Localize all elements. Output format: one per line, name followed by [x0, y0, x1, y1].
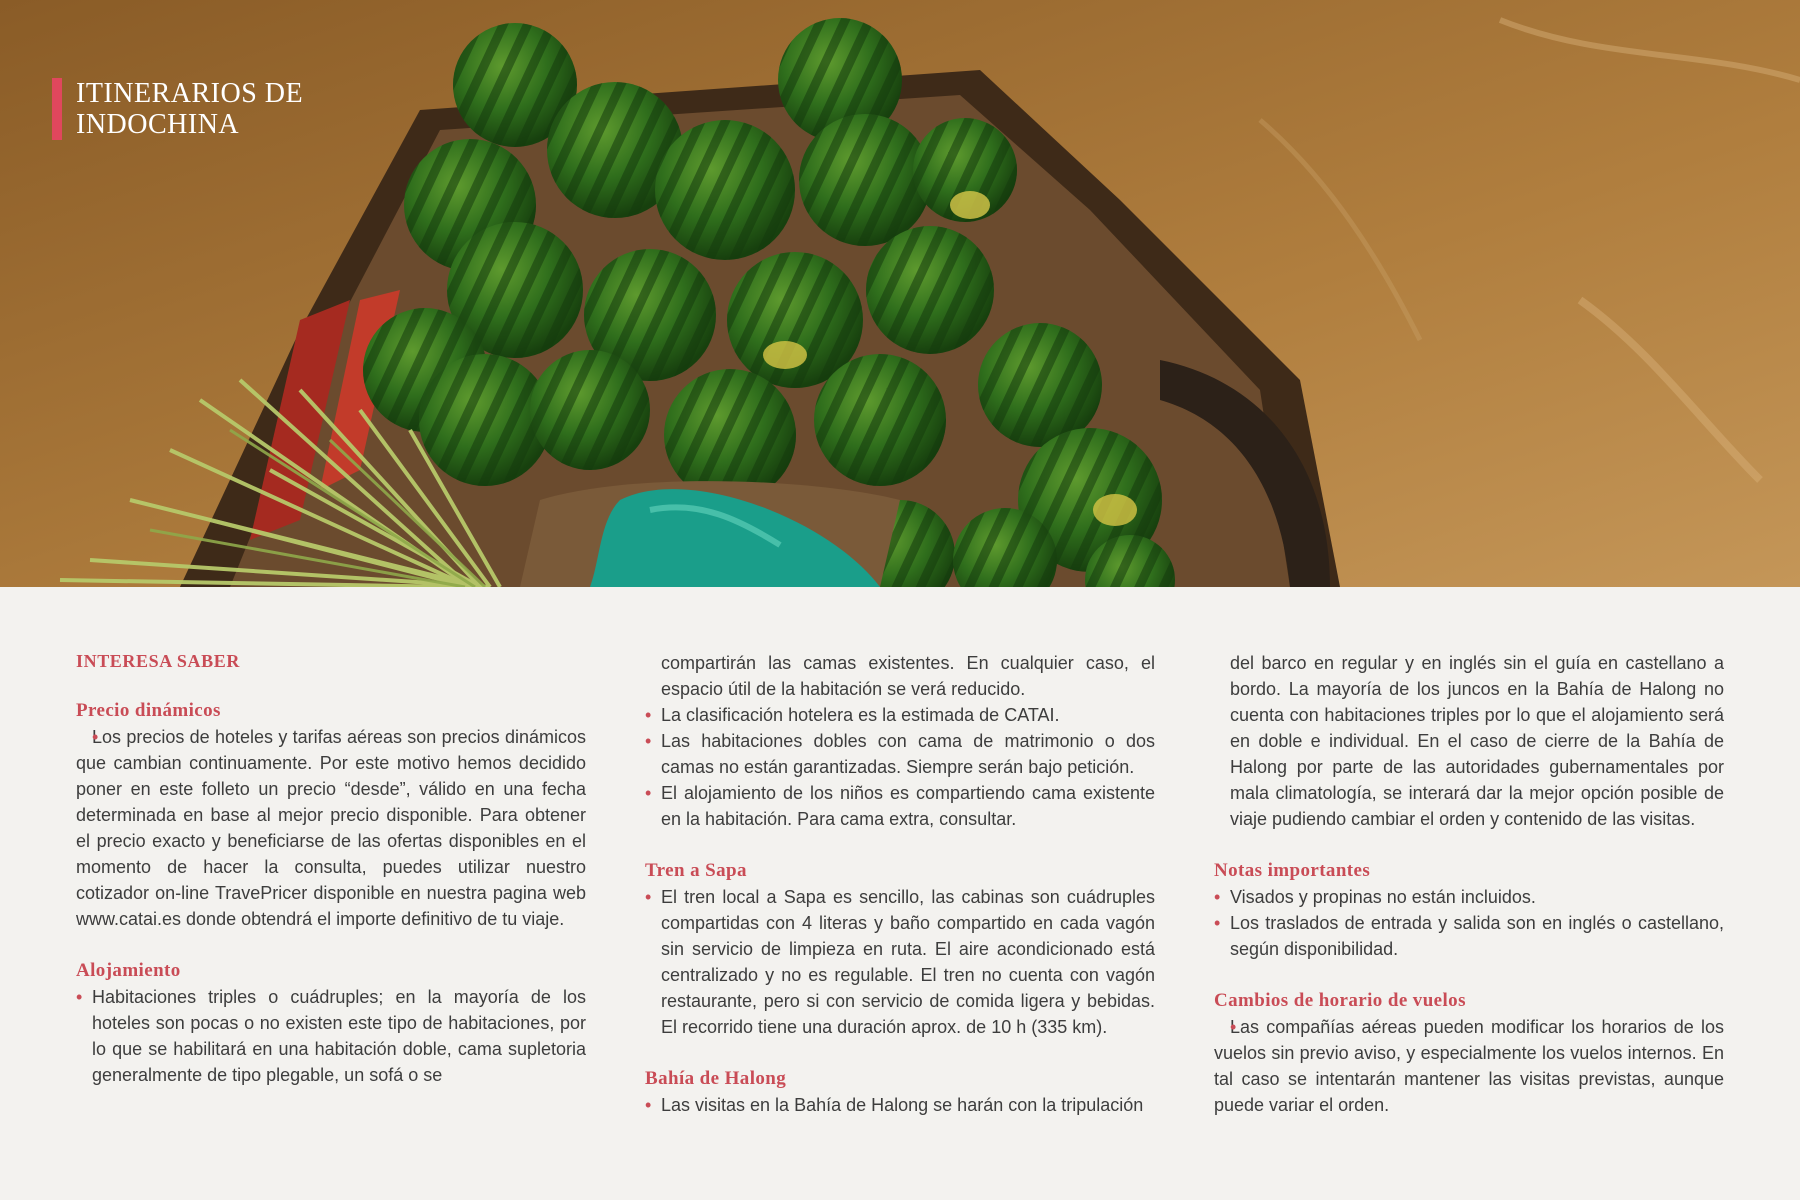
title-line-1: ITINERARIOS DE: [76, 78, 304, 109]
bullet-alojamiento-1: • Habitaciones triples o cuádruples; en la mayoría de los hoteles son pocas o no existen este tipo de habitaciones, por lo que se habilitará en una habitación doble, cama supletoria generalmente de tipo plegable, un sofá o se: [76, 984, 586, 1088]
bullet-notas-1: • Visados y propinas no están incluidos.: [1214, 884, 1724, 910]
paragraph-cambios-horario-vuelos: • Las compañías aéreas pueden modificar los horarios de los vuelos sin previo aviso, y especialmente los vuelos internos. En tal caso se intentarán mantener las visitas previstas, aunque puede variar el orden.: [1214, 1014, 1724, 1118]
heading-cambios-horario-vuelos: Cambios de horario de vuelos: [1214, 990, 1466, 1011]
heading-tren-a-sapa: Tren a Sapa: [645, 860, 747, 881]
bullet-alojamiento-2: • La clasificación hotelera es la estimada de CATAI.: [645, 702, 1155, 728]
bullet-notas-2: • Los traslados de entrada y salida son en inglés o castellano, según disponibilidad.: [1214, 910, 1724, 962]
alojamiento-continuation: compartirán las camas existentes. En cualquier caso, el espacio útil de la habitación se verá reducido.: [661, 653, 1155, 699]
heading-notas-importantes: Notas importantes: [1214, 860, 1371, 881]
bahia-continuation: del barco en regular y en inglés sin el guía en castellano a bordo. La mayoría de los juncos en la Bahía de Halong no cuenta con habitaciones triples por lo que el alojamiento será en doble e individual. En el caso de cierre de la Bahía de Halong por parte de las autoridades gubernamentales por mala climatología, se interará dar la mejor opción posible de viaje pudiendo cambiar el orden y contenido de las visitas.: [1230, 653, 1724, 829]
heading-precio-dinamicos: Precio dinámicos: [76, 700, 221, 721]
section-title: [52, 78, 303, 140]
bullet-tren-a-sapa: • El tren local a Sapa es sencillo, las cabinas son cuádruples compartidas con 4 literas y baño compartido en cada vagón sin servicio de limpieza en ruta. El aire acondicionado está centralizado y no es regulable. El tren no cuenta con vagón restaurante, pero si con servicio de comida ligera y bebidas. El recorrido tiene una duración aprox. de 10 h (335 km).: [645, 884, 1155, 1040]
title-line-2: INDOCHINA: [76, 109, 240, 140]
bullet-alojamiento-4: • El alojamiento de los niños es compartiendo cama existente en la habitación. Para cama extra, consultar.: [645, 780, 1155, 832]
text-column-2: [645, 650, 1155, 1118]
heading-alojamiento: Alojamiento: [76, 960, 181, 981]
heading-interesa-saber: INTERESA SABER: [76, 651, 240, 671]
text-column-1: [76, 650, 586, 1088]
hero-photo: [0, 0, 1800, 587]
paragraph-precio-dinamicos: • Los precios de hoteles y tarifas aéreas son precios dinámicos que cambian continuamente. Por este motivo hemos decidido poner en este folleto un precio “desde”, válido en una fecha determinada en base al mejor precio disponible. Para obtener el precio exacto y beneficiarse de las ofertas disponibles en el momento de hacer la consulta, puedes utilizar nuestro cotizador on-line TravePricer disponible en nuestra pagina web www.catai.es donde obtendrá el importe definitivo de tu viaje.: [76, 724, 586, 932]
title-accent-bar: [52, 78, 62, 140]
bullet-bahia-de-halong: • Las visitas en la Bahía de Halong se harán con la tripulación: [645, 1092, 1155, 1118]
heading-bahia-de-halong: Bahía de Halong: [645, 1068, 787, 1089]
bullet-alojamiento-3: • Las habitaciones dobles con cama de matrimonio o dos camas no están garantizadas. Siempre serán bajo petición.: [645, 728, 1155, 780]
text-column-3: [1214, 650, 1724, 1118]
